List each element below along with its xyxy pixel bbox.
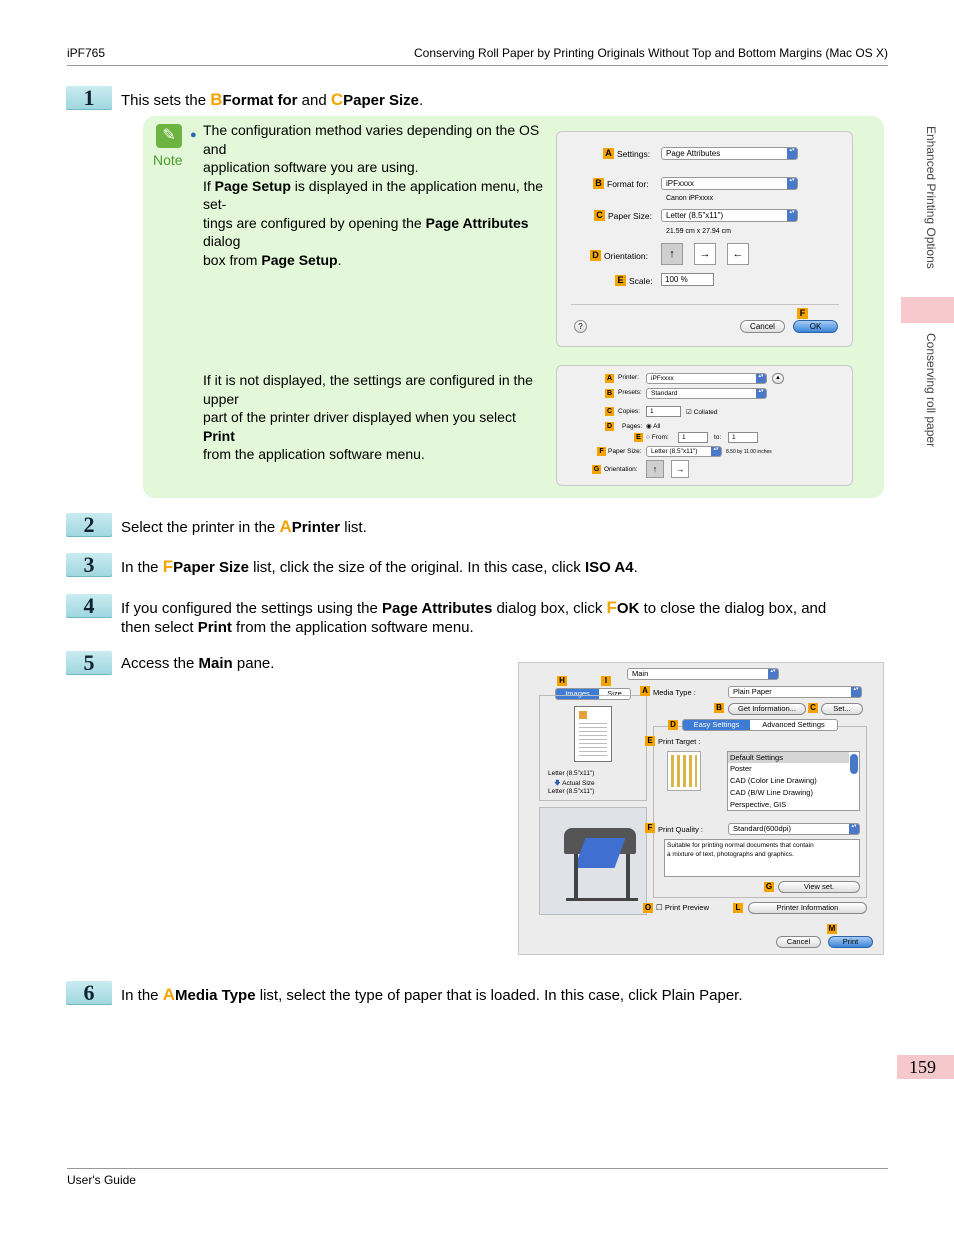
paper-size-sub: 21.59 cm x 27.94 cm	[666, 228, 731, 235]
step-6-text: In the AMedia Type list, select the type of paper that is loaded. In this case, click Plain Paper.	[121, 985, 743, 1004]
tag-c2: C	[606, 408, 613, 415]
tab-images[interactable]: Images	[556, 689, 599, 699]
sidebar-marker	[901, 297, 954, 323]
paper-size-sub-2: 8.50 by 11.00 inches	[726, 449, 772, 455]
tag-c3: C	[808, 703, 818, 713]
header-divider	[67, 65, 888, 66]
presets-popup[interactable]: Standard ▴▾	[646, 388, 767, 399]
sidebar-chapter: Enhanced Printing Options	[924, 126, 938, 269]
step-3-text: In the FPaper Size list, click the size of the original. In this case, click ISO A4.	[121, 557, 638, 576]
help-button[interactable]: ?	[574, 320, 587, 333]
tag-h: H	[557, 676, 567, 686]
printer-information-button[interactable]: Printer Information	[748, 902, 867, 914]
tag-a: A	[603, 148, 614, 159]
preview-scaling: 🡇 Actual Size	[554, 780, 595, 787]
portrait-icon-2[interactable]: ↑	[646, 460, 664, 478]
step-number-4: 4	[66, 594, 112, 618]
tag-e2: E	[634, 433, 643, 442]
print-quality-label: Print Quality :	[658, 825, 704, 834]
scale-label: Scale:	[629, 276, 653, 286]
tag-d2: D	[606, 423, 613, 430]
tag-a2: A	[606, 375, 613, 382]
step-number-5: 5	[66, 651, 112, 675]
footer-title: User's Guide	[67, 1173, 136, 1187]
step-4-text: If you configured the settings using the Page Attributes dialog box, click FOK to close the dialog box, and then select Print from the application software menu.	[121, 598, 827, 636]
header-section-title: Conserving Roll Paper by Printing Originals Without Top and Bottom Margins (Mac OS X)	[414, 46, 888, 60]
from-radio[interactable]: ○ From:	[646, 434, 669, 441]
page-attributes-dialog	[556, 131, 853, 347]
tag-l: L	[733, 903, 743, 913]
to-label: to:	[714, 434, 722, 441]
tag-c: C	[594, 210, 605, 221]
label-c: C	[330, 90, 344, 109]
pane-popup[interactable]: Main ▴▾	[627, 668, 779, 680]
list-item[interactable]: Default Settings	[728, 752, 849, 763]
tag-a3: A	[640, 686, 650, 696]
printer-popup[interactable]: iPFxxxx ▴▾	[646, 373, 767, 384]
footer-divider	[67, 1168, 888, 1169]
step-number-3: 3	[66, 553, 112, 577]
quality-description: Suitable for printing normal documents that contain a mixture of text, photographs and graphics.	[664, 839, 860, 877]
target-thumbnail	[667, 751, 701, 791]
portrait-icon[interactable]: ↑	[661, 243, 683, 265]
tag-f2: F	[597, 447, 606, 456]
tag-b3: B	[714, 703, 724, 713]
scale-input[interactable]: 100 %	[661, 273, 714, 286]
print-dialog-top	[556, 365, 853, 486]
orientation-label: Orientation:	[604, 251, 648, 261]
print-preview-checkbox[interactable]: ☐ Print Preview	[656, 903, 709, 912]
note-paragraph-1: The configuration method varies depending on the OS and application software you are using. If Page Setup is displayed in the application menu, the set- tings are configured by opening the Page Attributes dialog box from Page Setup.	[203, 122, 544, 268]
header-model: iPF765	[67, 46, 106, 60]
printer-illustration	[539, 807, 647, 915]
bullet-icon: ●	[190, 129, 197, 141]
preview-size-2: Letter (8.5"x11")	[548, 788, 595, 795]
print-target-list[interactable]	[727, 751, 860, 811]
tag-e: E	[615, 275, 626, 286]
list-item[interactable]: Perspective, GIS	[730, 800, 787, 809]
step-1-text: This sets the BFormat for and CPaper Size.	[121, 90, 424, 109]
print-button[interactable]: Print	[828, 936, 873, 948]
print-quality-popup[interactable]: Standard(600dpi) ▴▾	[728, 823, 860, 835]
step-number-6: 6	[66, 981, 112, 1005]
print-target-label: Print Target :	[658, 737, 701, 746]
list-item[interactable]: Poster	[730, 764, 752, 773]
view-set-button[interactable]: View set.	[778, 881, 860, 893]
copies-input[interactable]: 1	[646, 406, 681, 417]
cancel-button[interactable]: Cancel	[740, 320, 785, 333]
tab-advanced-settings[interactable]: Advanced Settings	[762, 720, 825, 729]
page-preview-thumbnail	[574, 706, 612, 762]
settings-popup[interactable]: Page Attributes ▴▾	[661, 147, 798, 160]
dialog-divider	[571, 304, 839, 305]
all-radio[interactable]: ◉ All	[646, 423, 661, 430]
note-paragraph-2: If it is not displayed, the settings are configured in the upper part of the printer driver displayed when you select Print from the application software menu.	[203, 372, 533, 462]
step-2-text: Select the printer in the APrinter list.	[121, 517, 367, 536]
tag-o: O	[644, 903, 652, 912]
paper-size-label: Paper Size:	[608, 211, 652, 221]
presets-label: Presets:	[618, 389, 642, 396]
sidebar-section: Conserving roll paper	[924, 333, 938, 448]
get-information-button[interactable]: Get Information...	[728, 703, 806, 715]
disclosure-button[interactable]: ▲	[772, 373, 784, 384]
list-item[interactable]: CAD (Color Line Drawing)	[730, 776, 817, 785]
paper-size-popup-2[interactable]: Letter (8.5"x11") ▴▾	[646, 446, 722, 457]
to-input[interactable]: 1	[728, 432, 758, 443]
step-5-text: Access the Main pane.	[121, 655, 275, 672]
tag-f3: F	[645, 823, 655, 833]
tab-easy-settings[interactable]: Easy Settings	[683, 720, 750, 730]
from-input[interactable]: 1	[678, 432, 708, 443]
landscape-icon-2[interactable]: →	[671, 460, 689, 478]
orientation-label-2: Orientation:	[604, 466, 638, 473]
tag-i: I	[601, 676, 611, 686]
format-sub: Canon iPFxxxx	[666, 195, 714, 202]
ok-button[interactable]: OK	[793, 320, 838, 333]
tag-g3: G	[765, 882, 773, 891]
settings-label: Settings:	[617, 149, 651, 159]
list-scrollbar[interactable]	[850, 754, 858, 774]
main-pane-dialog	[518, 662, 884, 955]
tag-d: D	[590, 250, 601, 261]
landscape-left-icon[interactable]: →	[694, 243, 716, 265]
preview-size-1: Letter (8.5"x11")	[548, 770, 595, 777]
media-type-label: Media Type :	[653, 688, 696, 697]
pencil-icon: ✎	[156, 124, 182, 148]
tag-d3: D	[668, 720, 678, 730]
tag-e3: E	[645, 736, 655, 746]
format-popup[interactable]: iPFxxxx ▴▾	[661, 177, 798, 190]
tag-f: F	[797, 308, 808, 319]
landscape-right-icon[interactable]: ←	[727, 243, 749, 265]
tag-b: B	[593, 178, 604, 189]
pages-label: Pages:	[622, 423, 643, 430]
page-number: 159	[897, 1055, 954, 1079]
down-arrow-icon: 🡇	[554, 780, 561, 787]
note-label: Note	[153, 152, 183, 168]
settings-tabs	[682, 719, 838, 731]
tag-b2: B	[606, 390, 613, 397]
collated-checkbox[interactable]: ☑ Collated	[686, 409, 718, 416]
tag-m: M	[828, 924, 836, 933]
label-b: B	[210, 90, 223, 109]
media-type-popup[interactable]: Plain Paper ▴▾	[728, 686, 862, 698]
cancel-button-2[interactable]: Cancel	[776, 936, 821, 948]
format-label: Format for:	[607, 179, 649, 189]
step-number-2: 2	[66, 513, 112, 537]
paper-size-label-2: Paper Size:	[608, 448, 642, 455]
copies-label: Copies:	[618, 408, 641, 415]
list-item[interactable]: CAD (B/W Line Drawing)	[730, 788, 813, 797]
tab-size[interactable]: Size	[607, 689, 622, 698]
paper-size-popup[interactable]: Letter (8.5"x11") ▴▾	[661, 209, 798, 222]
printer-label: Printer:	[618, 374, 639, 381]
tag-g2: G	[593, 466, 600, 473]
step-number-1: 1	[66, 86, 112, 110]
set-button[interactable]: Set...	[821, 703, 863, 715]
preview-panel	[539, 695, 647, 801]
